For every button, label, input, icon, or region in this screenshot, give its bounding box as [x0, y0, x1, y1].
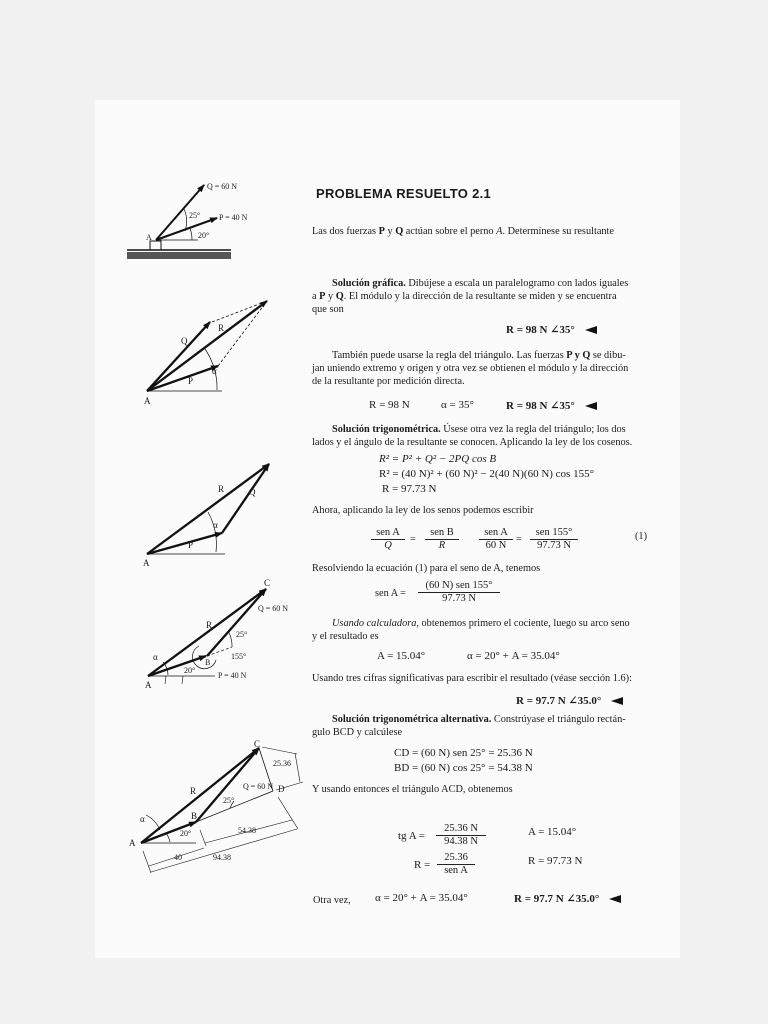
label-a: A — [129, 838, 136, 848]
angle-arc-alpha — [146, 815, 160, 830]
graphic-result: R = 98 N ∠35° — [506, 323, 597, 336]
dim-ext-b — [200, 830, 206, 846]
result-marker-icon — [609, 895, 621, 903]
triangle-alpha: α = 35° — [441, 399, 474, 411]
triangle-r: R = 98 N — [369, 399, 410, 411]
label-r: R — [190, 786, 197, 796]
vector-r — [147, 464, 269, 554]
figure-1 — [127, 182, 248, 259]
bolt-support — [150, 241, 161, 250]
dim-ext-a — [143, 851, 151, 873]
cosine-law-eq3: R = 97.73 N — [382, 483, 437, 495]
label-c: C — [254, 739, 261, 749]
label-p: P — [188, 540, 194, 550]
label-a: A — [145, 680, 152, 690]
label-q: Q — [249, 487, 256, 497]
label-q: Q — [181, 336, 188, 346]
label-b: B — [191, 811, 198, 821]
triangle-result: R = 98 N ∠35° — [506, 399, 597, 412]
label-q: Q = 60 N — [207, 182, 238, 191]
figure-2 — [144, 301, 267, 406]
vector-p — [147, 533, 222, 554]
result-marker-icon — [585, 326, 597, 334]
label-r: R — [206, 620, 213, 630]
label-alpha: α — [212, 366, 217, 376]
equals-sign: = — [410, 534, 416, 545]
cosine-law-eq1: R² = P² + Q² − 2PQ cos B — [379, 453, 497, 465]
label-q: Q = 60 N — [258, 604, 289, 613]
bd-equation: BD = (60 N) cos 25° = 54.38 N — [394, 762, 533, 774]
alt-alpha: α = 20° + A = 35.04° — [375, 892, 468, 904]
fraction-senA-Q: sen A Q — [371, 527, 405, 552]
label-p: P — [188, 376, 194, 386]
label-r: R — [218, 323, 225, 333]
label-9438: 94.38 — [213, 853, 231, 862]
angle-arc-25 — [184, 209, 187, 231]
label-angle-20: 20° — [198, 231, 210, 240]
label-d: D — [278, 784, 285, 794]
vector-q — [222, 464, 269, 533]
senA-label: sen A = — [375, 588, 406, 599]
tgA-label: tg A = — [398, 830, 425, 842]
label-angle-25: 25° — [189, 211, 201, 220]
label-alpha: α — [213, 520, 218, 530]
label-angle-155: 155° — [231, 652, 247, 661]
fraction-senA-solution: (60 N) sen 155° 97.73 N — [418, 580, 500, 605]
acd-paragraph: Y usando entonces el triángulo ACD, obtenemos — [312, 784, 513, 795]
label-angle-20: 20° — [180, 829, 192, 838]
cosine-law-eq2: R² = (40 N)² + (60 N)² − 2(40 N)(60 N) cos 155° — [379, 468, 594, 480]
tick-1 — [165, 676, 166, 684]
fraction-sen155-R: sen 155° 97.73 N — [530, 527, 578, 552]
triangle-rule-paragraph: También puede usarse la regla del triángulo. Las fuerzas P y Q se dibu- jan uniendo extremo y origen y otra vez se obtienen el módulo y la dirección de la resultante por medición directa. — [312, 350, 629, 387]
significant-figures-note: Usando tres cifras significativas para escribir el resultado (véase sección 1.6): — [312, 673, 632, 684]
angle-arc-25 — [228, 631, 232, 647]
figure-5 — [129, 739, 303, 873]
sine-law-intro: Ahora, aplicando la ley de los senos podemos escribir — [312, 505, 534, 516]
solve-paragraph: Resolviendo la ecuación (1) para el seno de A, tenemos — [312, 563, 541, 574]
label-p: P = 40 N — [219, 213, 248, 222]
label-r: R — [218, 484, 225, 494]
label-angle-25: 25° — [236, 630, 248, 639]
line-bd — [196, 791, 273, 822]
result-marker-icon — [585, 402, 597, 410]
alt-angle-a: A = 15.04° — [528, 826, 577, 838]
tick-2 — [182, 676, 183, 684]
label-40: 40 — [174, 853, 182, 862]
equation-number: (1) — [635, 531, 648, 542]
label-p: P = 40 N — [218, 671, 247, 680]
cd-equation: CD = (60 N) sen 25° = 25.36 N — [394, 747, 533, 759]
fraction-senB-R: sen B R — [425, 527, 459, 552]
angle-arc-alpha — [208, 512, 216, 552]
label-alpha: α — [153, 652, 158, 662]
fraction-tgA: $\frac{25.36 N}{94.38 N}$ — [436, 823, 486, 848]
label-angle-25: 25° — [223, 796, 235, 805]
otra-vez-label: Otra vez, — [313, 895, 351, 906]
trig-result: R = 97.7 N ∠35.0° — [516, 694, 623, 707]
label-b: B — [205, 658, 211, 667]
label-c: C — [264, 578, 271, 588]
figure-3 — [143, 464, 269, 568]
ground-hatch — [127, 252, 231, 259]
result-marker-icon — [611, 697, 623, 705]
dim-line-9438 — [151, 829, 297, 872]
parallel-p — [212, 301, 267, 322]
R-label: R = — [414, 859, 431, 871]
label-5438: 54.38 — [238, 826, 256, 835]
graphic-solution-paragraph: Solución gráfica. Dibújese a escala un paralelogramo con lados iguales a P y Q. El módulo y la dirección de la resultante se miden y se encuentra que son — [312, 278, 629, 315]
calculator-paragraph: Usando calculadora, obtenemos primero el cociente, luego su arco seno y el resultado es — [312, 618, 630, 642]
dim-line-2536 — [295, 753, 300, 782]
trig-solution-paragraph: Solución trigonométrica. Úsese otra vez la regla del triángulo; los dos lados y el ángulo de la resultante se conocen. Aplicando la ley de los cosenos. — [312, 424, 633, 448]
label-alpha: α — [140, 814, 145, 824]
label-angle-20: 20° — [184, 666, 196, 675]
angle-a-value: A = 15.04° — [377, 650, 426, 662]
page-title: PROBLEMA RESUELTO 2.1 — [316, 186, 492, 201]
dim-ext-d2 — [278, 797, 298, 829]
label-a: A — [146, 233, 152, 242]
vector-r — [147, 301, 267, 391]
label-a: A — [144, 396, 151, 406]
label-a: A — [143, 558, 150, 568]
equals-sign: = — [516, 534, 522, 545]
figure-4 — [145, 578, 288, 690]
intro-paragraph: Las dos fuerzas P y Q actúan sobre el perno A. Determínese su resultante — [312, 226, 614, 237]
dim-ext-c — [262, 747, 297, 754]
angle-arc-20 — [166, 833, 170, 842]
label-q: Q = 60 N — [243, 782, 274, 791]
angle-arc-20 — [190, 228, 192, 240]
fraction-R: 25.36 sen A — [437, 852, 475, 877]
vector-q — [207, 589, 266, 656]
alternative-solution-paragraph: Solución trigonométrica alternativa. Constrúyase el triángulo rectán- gulo BCD y calcúlese — [312, 714, 626, 738]
alt-r-value: R = 97.73 N — [528, 855, 583, 867]
fraction-senA-60N: sen A 60 N — [479, 527, 513, 552]
alpha-value: α = 20° + A = 35.04° — [467, 650, 560, 662]
alt-result: R = 97.7 N ∠35.0° — [514, 892, 621, 905]
label-2536: 25.36 — [273, 759, 291, 768]
